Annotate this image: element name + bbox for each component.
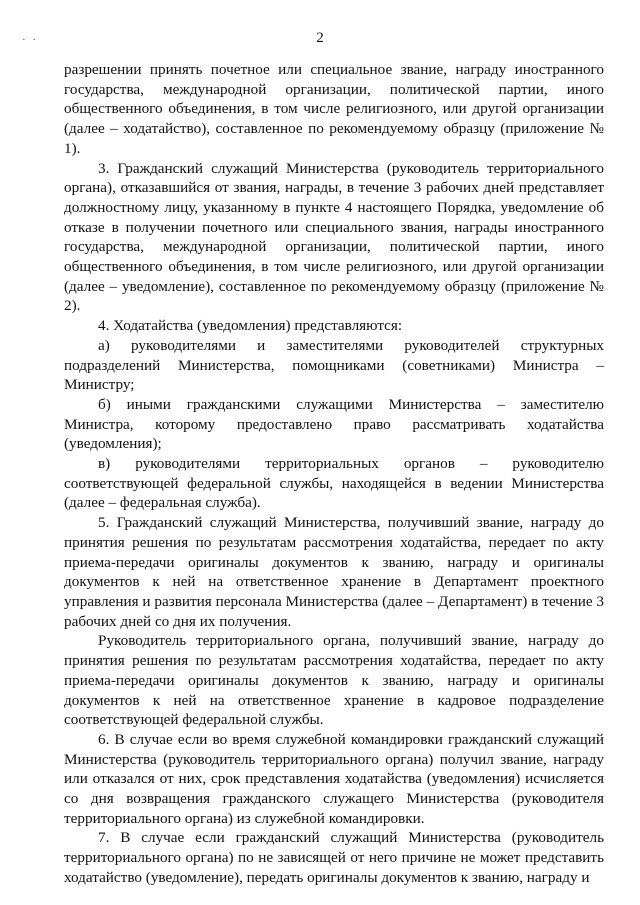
paragraph-item-7: 7. В случае если гражданский служащий Министерства (руководитель территориального органа) по не зависящей от него причине не может представить ходатайство (уведомление), передать оригиналы документов к званию, награду и: [64, 829, 604, 886]
paragraph-item-5-territorial: Руководитель территориального органа, получивший звание, награду до принятия решения по результатам рассмотрения ходатайства, передает по акту приема-передачи оригиналы документов к званию, награду и оригиналы документов к ней на ответственное хранение в кадровое подразделение соответствующей федеральной службы.: [64, 632, 604, 729]
page-number: 2: [316, 30, 324, 46]
paragraph-continuation: разрешении принять почетное или специальное звание, награду иностранного государства, международной организации, политической партии, иного общественного объединения, в том числе религиозного, или другой организации (далее – ходатайство), составленное по рекомендуемому образцу (приложение № 1).: [64, 61, 604, 157]
document-body: [64, 60, 604, 888]
paragraph-item-4: 4. Ходатайства (уведомления) представляются:: [98, 317, 403, 335]
paragraph-item-4b: б) иными гражданскими служащими Министерства – заместителю Министра, которому предоставлено право рассматривать ходатайства (уведомления);: [64, 395, 604, 453]
paragraph-item-3: 3. Гражданский служащий Министерства (руководитель территориального органа), отказавшийся от звания, награды, в течение 3 рабочих дней представляет должностному лицу, указанному в пункте 4 настоящего Порядка, уведомление об отказе в получении почетного или специального звания, награды иностранного государства, международной организации, политической партии, иного общественного объединения, в том числе религиозного, или другой организации (далее – уведомление), составленное по рекомендуемому образцу (приложение № 2).: [64, 159, 604, 315]
paragraph-item-6: 6. В случае если во время служебной командировки гражданский служащий Министерства (руководитель территориального органа) получил звание, награду или отказался от них, срок представления ходатайства (уведомления) исчисляется со дня возвращения гражданского служащего Министерства (руководителя территориального органа) из служебной командировки.: [64, 730, 604, 827]
paragraph-item-4v: в) руководителями территориальных органов – руководителю соответствующей федеральной службы, находящейся в ведении Министерства (далее – федеральная служба).: [64, 455, 604, 512]
paragraph-item-4a: а) руководителями и заместителями руководителей структурных подразделений Министерства, помощниками (советниками) Министра – Министру;: [64, 336, 604, 394]
scan-corner-mark: · ·: [22, 34, 39, 46]
paragraph-item-5: 5. Гражданский служащий Министерства, получивший звание, награду до принятия решения по результатам рассмотрения ходатайства, передает по акту приема-передачи оригиналы документов к званию, награду и оригиналы документов к ней на ответственное хранение в Департамент проектного управления и развития персонала Министерства (далее – Департамент) в течение 3 рабочих дней со дня их получения.: [64, 514, 604, 630]
